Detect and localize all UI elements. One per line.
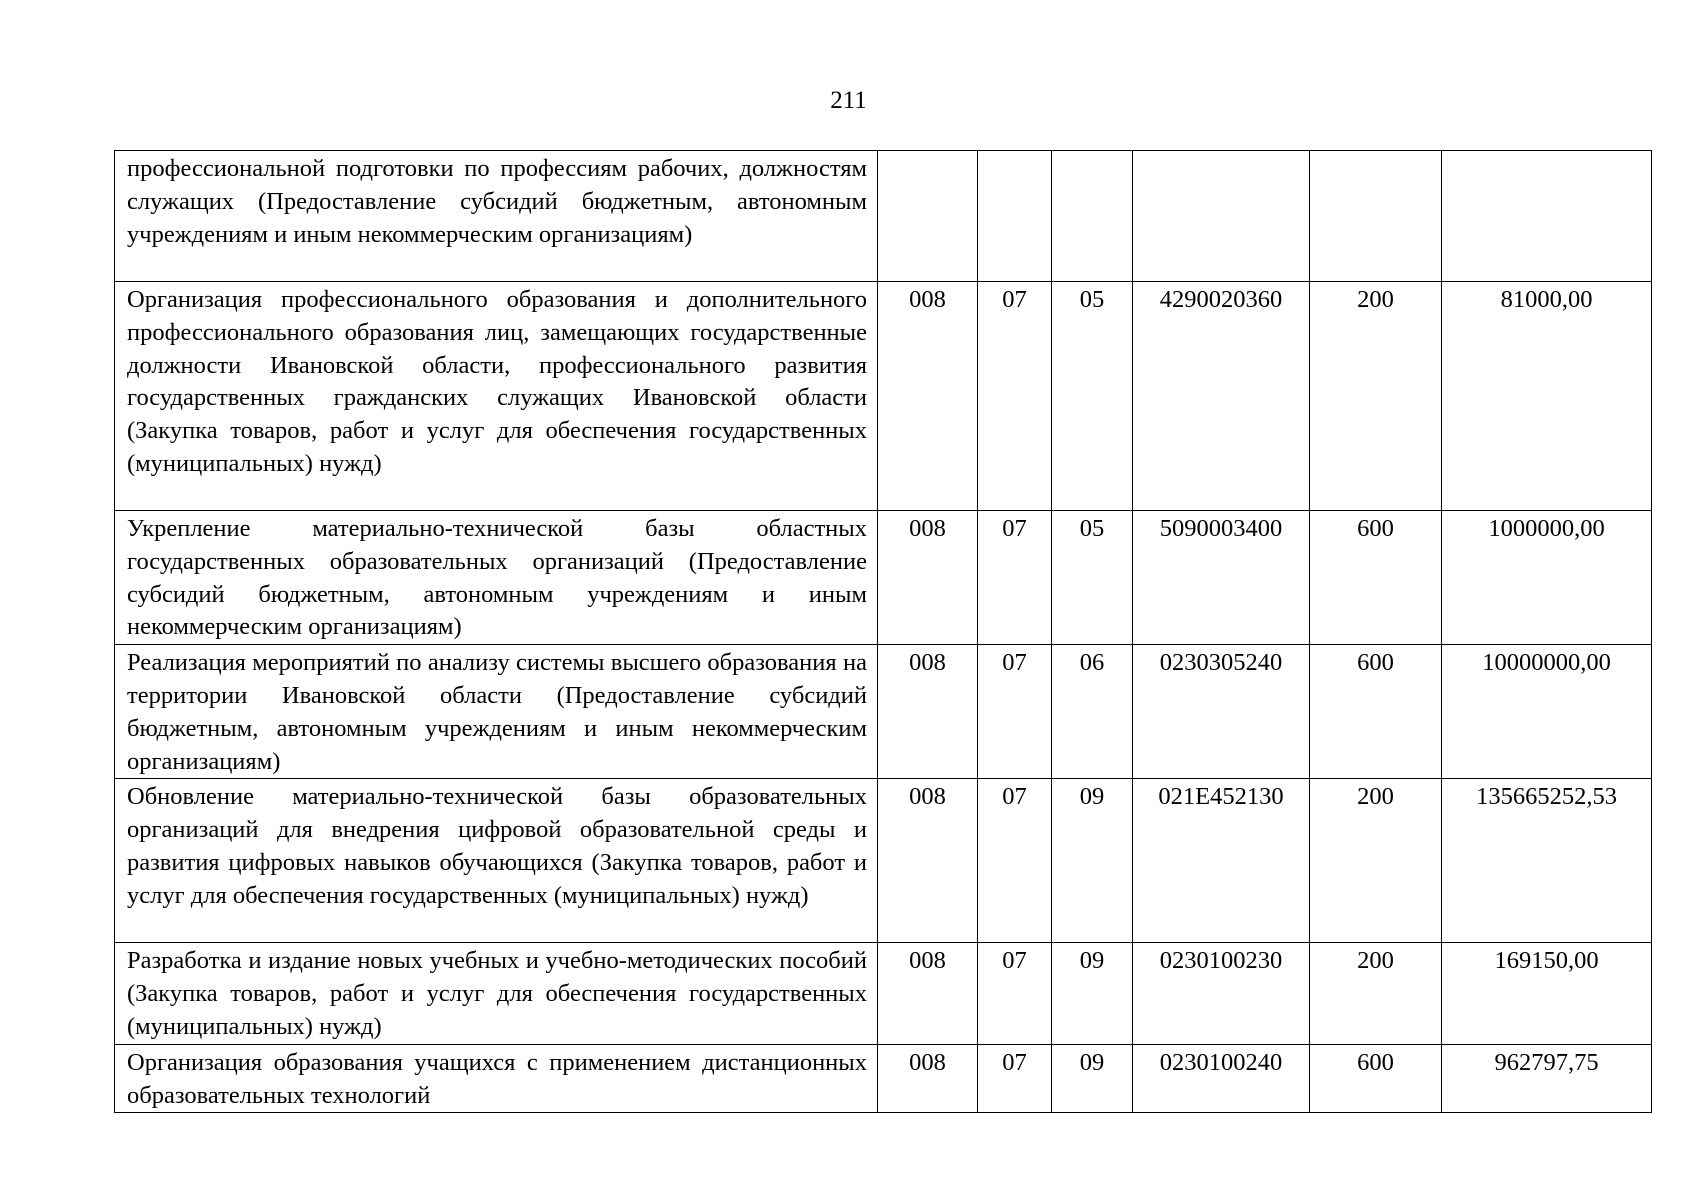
ministry-code [878,151,978,282]
subsection-code: 05 [1052,282,1133,511]
amount [1442,151,1652,282]
target-article-code: 0230100240 [1133,1044,1310,1113]
target-article-code: 4290020360 [1133,282,1310,511]
budget-table [114,150,1652,1113]
amount: 1000000,00 [1442,511,1652,645]
subsection-code: 09 [1052,943,1133,1044]
expense-type-code: 200 [1310,779,1442,943]
row-description: профессиональной подготовки по профессиям рабочих, должностям служащих (Предоставление субсидий бюджетным, автономным учреждениям и иным некоммерческим организациям) [115,151,878,282]
section-code: 07 [978,282,1052,511]
table-row [115,943,1652,1044]
amount: 169150,00 [1442,943,1652,1044]
expense-type-code: 600 [1310,645,1442,779]
target-article-code: 0230100230 [1133,943,1310,1044]
table-row [115,645,1652,779]
subsection-code [1052,151,1133,282]
table-row [115,779,1652,943]
table-row [115,282,1652,511]
row-description: Укрепление материально-технической базы областных государственных образовательных организаций (Предоставление субсидий бюджетным, автономным учреждениям и иным некоммерческим организациям) [115,511,878,645]
ministry-code: 008 [878,282,978,511]
target-article-code: 5090003400 [1133,511,1310,645]
ministry-code: 008 [878,1044,978,1113]
ministry-code: 008 [878,943,978,1044]
target-article-code [1133,151,1310,282]
table-row [115,511,1652,645]
section-code: 07 [978,779,1052,943]
expense-type-code: 600 [1310,511,1442,645]
ministry-code: 008 [878,645,978,779]
row-description: Организация профессионального образования и дополнительного профессионального образования лиц, замещающих государственные должности Ивановской области, профессионального развития государственных гражданских служащих Ивановской области (Закупка товаров, работ и услуг для обеспечения государственных (муниципальных) нужд) [115,282,878,511]
section-code: 07 [978,1044,1052,1113]
table-row [115,1044,1652,1113]
amount: 81000,00 [1442,282,1652,511]
expense-type-code: 200 [1310,943,1442,1044]
amount: 962797,75 [1442,1044,1652,1113]
table-row [115,151,1652,282]
section-code [978,151,1052,282]
target-article-code: 021E452130 [1133,779,1310,943]
expense-type-code: 600 [1310,1044,1442,1113]
subsection-code: 09 [1052,779,1133,943]
expense-type-code: 200 [1310,282,1442,511]
ministry-code: 008 [878,511,978,645]
amount: 10000000,00 [1442,645,1652,779]
row-description: Обновление материально-технической базы образовательных организаций для внедрения цифровой образовательной среды и развития цифровых навыков обучающихся (Закупка товаров, работ и услуг для обеспечения государственных (муниципальных) нужд) [115,779,878,943]
expense-type-code [1310,151,1442,282]
subsection-code: 05 [1052,511,1133,645]
row-description: Организация образования учащихся с применением дистанционных образовательных технологий [115,1044,878,1113]
row-description: Реализация мероприятий по анализу системы высшего образования на территории Ивановской области (Предоставление субсидий бюджетным, автономным учреждениям и иным некоммерческим организациям) [115,645,878,779]
ministry-code: 008 [878,779,978,943]
section-code: 07 [978,943,1052,1044]
row-description: Разработка и издание новых учебных и учебно-методических пособий (Закупка товаров, работ и услуг для обеспечения государственных (муниципальных) нужд) [115,943,878,1044]
target-article-code: 0230305240 [1133,645,1310,779]
page-number: 211 [830,87,867,114]
amount: 135665252,53 [1442,779,1652,943]
subsection-code: 06 [1052,645,1133,779]
section-code: 07 [978,511,1052,645]
subsection-code: 09 [1052,1044,1133,1113]
section-code: 07 [978,645,1052,779]
